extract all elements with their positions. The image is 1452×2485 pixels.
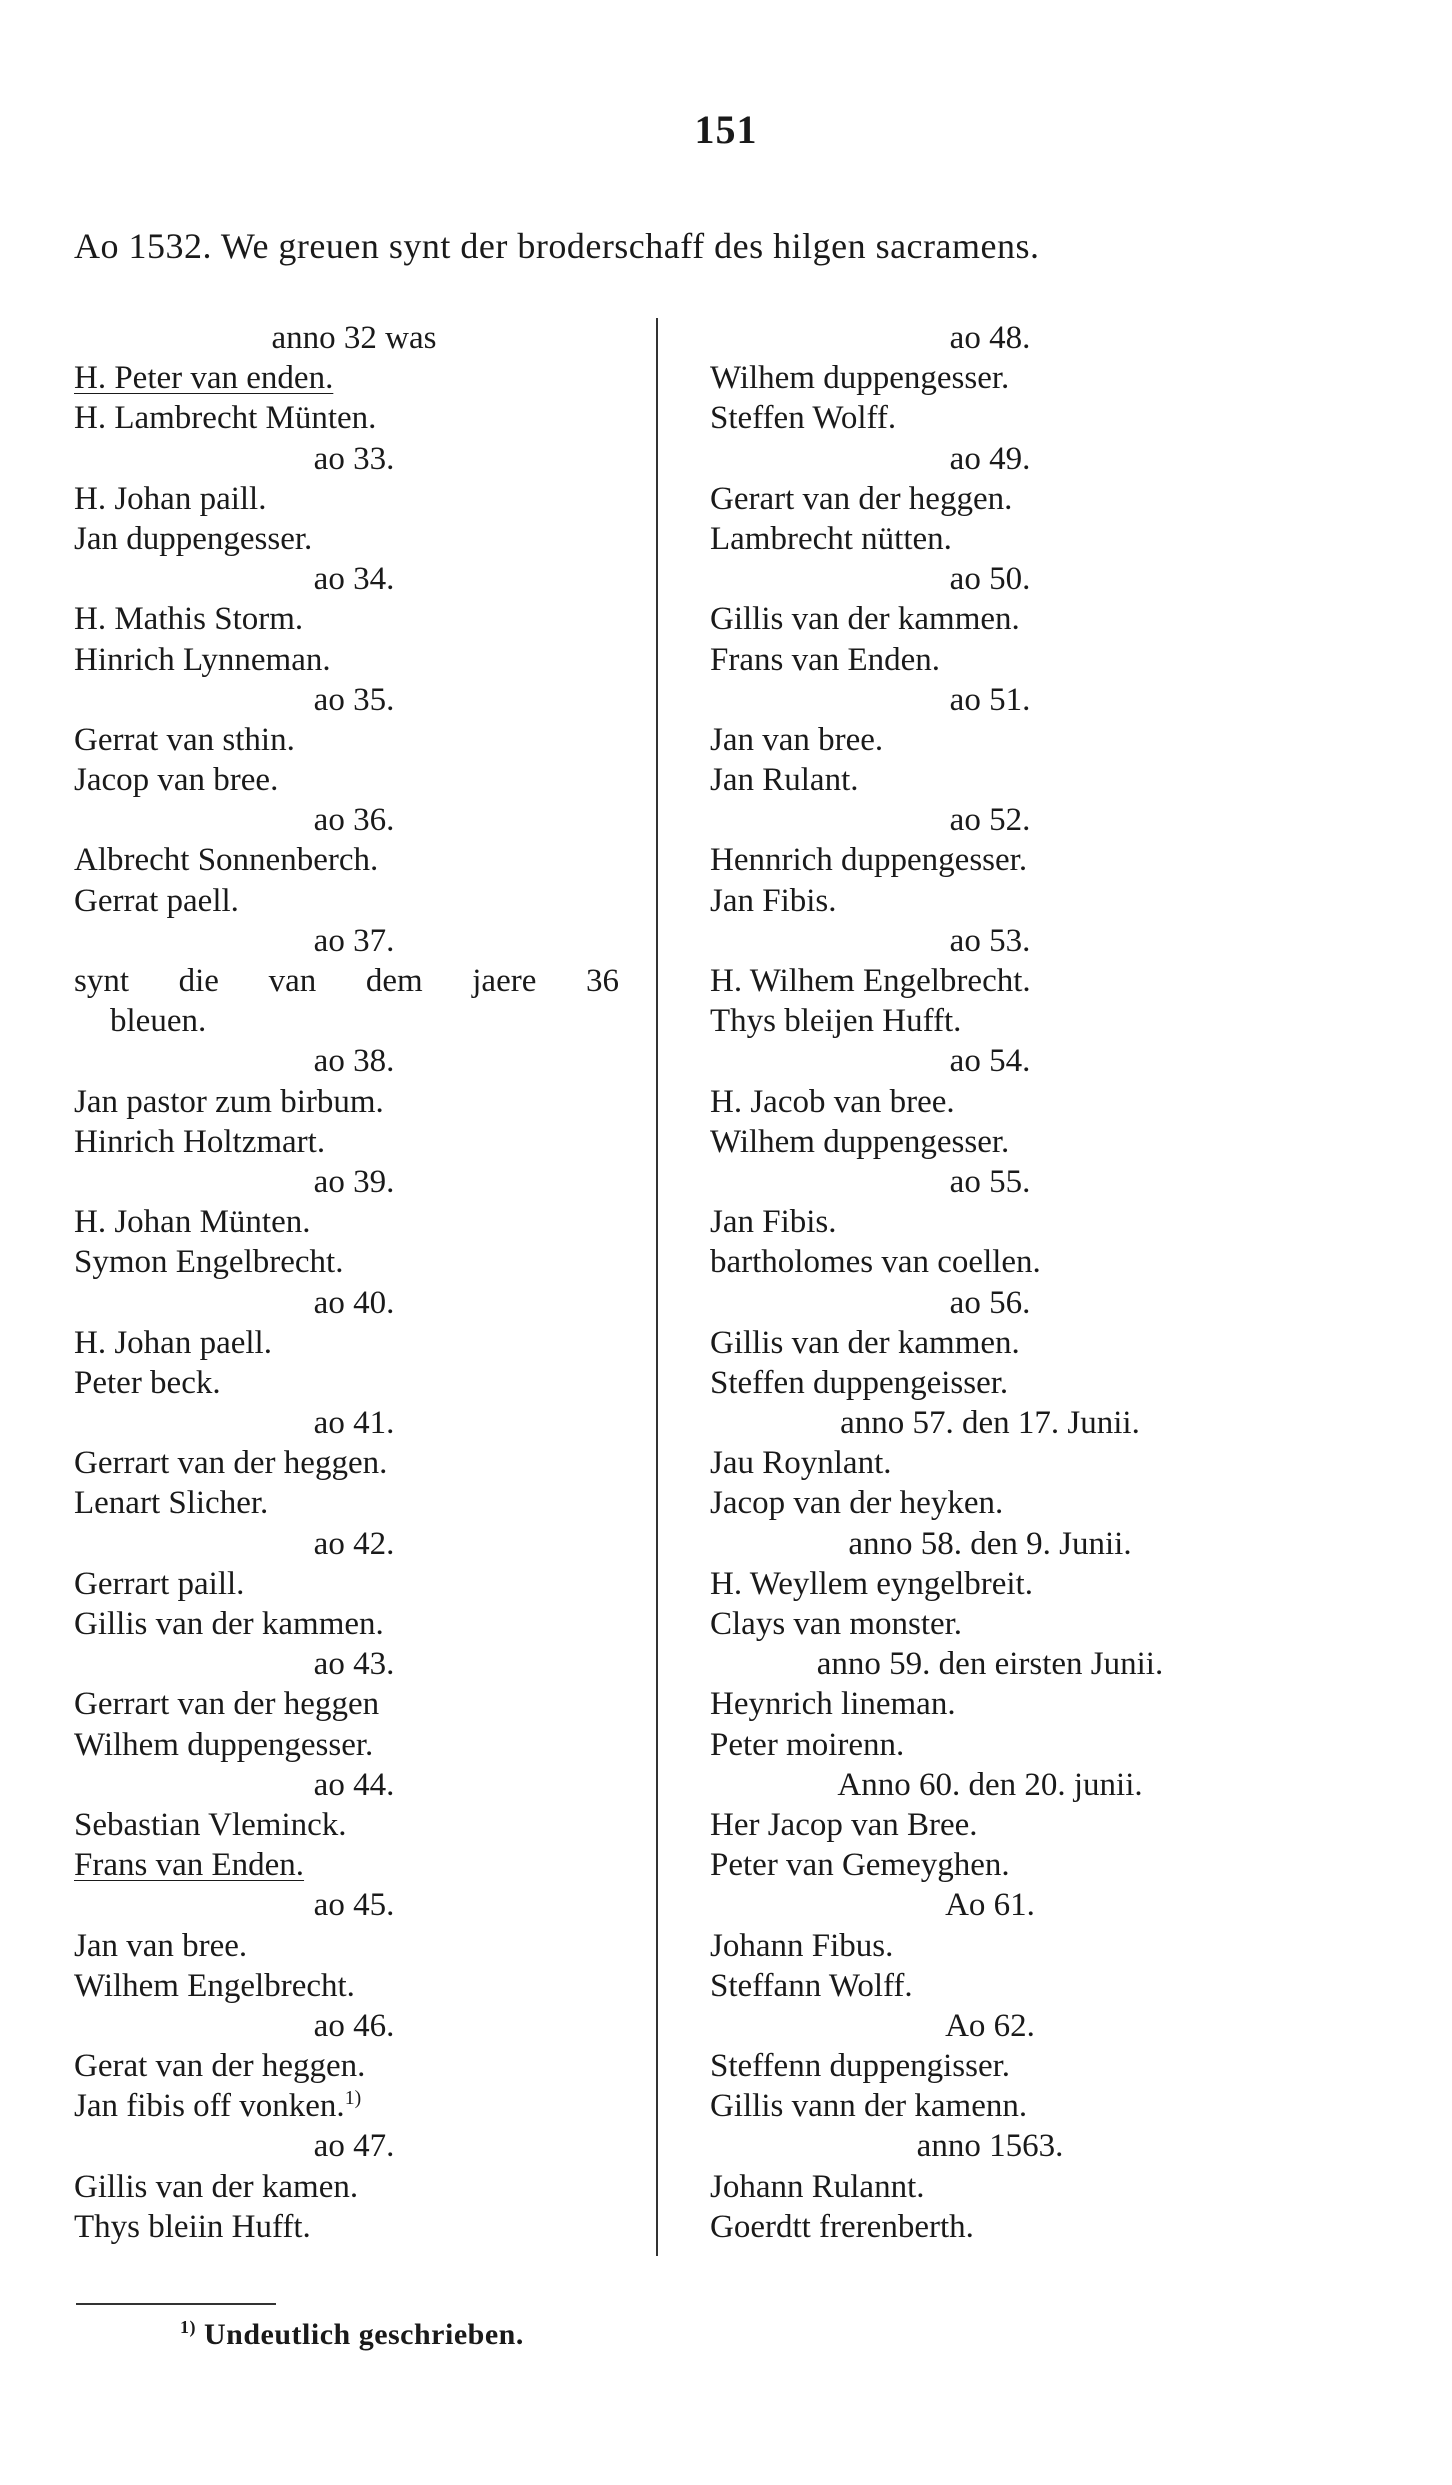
- right-column: [710, 318, 1270, 2247]
- member-entry: Jan fibis off vonken.$^{1)}$: [74, 2087, 362, 2125]
- year-heading: anno 57. den 17. Junii.: [840, 1405, 1140, 1442]
- member-entry: Steffen Wolff.: [710, 400, 897, 437]
- member-entry: Jacop van der heyken.: [710, 1485, 1004, 1522]
- year-heading: ao 47.: [313, 2128, 395, 2165]
- member-entry: Wilhem duppengesser.: [710, 1123, 1010, 1160]
- year-heading: ao 55.: [949, 1163, 1031, 1200]
- member-entry: Gillis vann der kamenn.: [710, 2088, 1028, 2125]
- member-entry: Thys bleijen Hufft.: [710, 1003, 962, 1040]
- member-entry: Thys bleiin Hufft.: [74, 2208, 311, 2245]
- year-heading: anno 58. den 9. Junii.: [848, 1525, 1132, 1562]
- member-entry: Peter van Gemeyghen.: [710, 1847, 1010, 1884]
- page-heading: Ao 1532. We greuen synt der broderschaff des hilgen sacramens.: [74, 226, 1040, 266]
- member-entry: Wilhem duppengesser.: [710, 360, 1010, 397]
- member-entry: Frans van Enden.: [74, 1847, 305, 1884]
- member-entry: Lenart Slicher.: [74, 1485, 269, 1522]
- member-entry: H. Peter van enden.: [74, 360, 334, 397]
- member-entry: H. Weyllem eyngelbreit.: [710, 1565, 1033, 1602]
- member-entry: H. Jacob van bree.: [710, 1083, 955, 1120]
- footnote: [180, 2318, 524, 2352]
- member-entry: Jan duppengesser.: [74, 520, 313, 557]
- year-heading: ao 53.: [949, 922, 1031, 959]
- year-heading: ao 54.: [949, 1043, 1031, 1080]
- member-entry: Steffann Wolff.: [710, 1967, 913, 2004]
- member-entry: Gillis van der kamen.: [74, 2168, 359, 2205]
- year-heading: ao 39.: [313, 1163, 395, 1200]
- member-entry: Hinrich Holtzmart.: [74, 1123, 326, 1160]
- member-entry: bartholomes van coellen.: [710, 1244, 1041, 1281]
- member-entry: Her Jacop van Bree.: [710, 1806, 978, 1843]
- member-entry: Steffenn duppengisser.: [710, 2048, 1011, 2085]
- member-entry: Sebastian Vleminck.: [74, 1806, 347, 1843]
- member-entry: Jan van bree.: [710, 721, 884, 758]
- year-heading: anno 32 was: [271, 320, 437, 356]
- left-column: [74, 318, 634, 2247]
- year-heading: ao 48.: [949, 320, 1031, 356]
- member-entry: Jan Fibis.: [710, 1204, 837, 1241]
- footnote-text: Undeutlich geschrieben.: [204, 2318, 524, 2351]
- year-heading: ao 49.: [949, 440, 1031, 477]
- year-heading: ao 44.: [313, 1766, 395, 1803]
- year-heading: ao 51.: [949, 681, 1031, 718]
- member-entry: Peter moirenn.: [710, 1726, 905, 1763]
- year-heading: ao 56.: [949, 1284, 1031, 1321]
- member-entry: Johann Fibus.: [710, 1927, 894, 1964]
- year-heading: ao 46.: [313, 2007, 395, 2044]
- member-entry: Frans van Enden.: [710, 641, 941, 678]
- member-entry: Gerrart paill.: [74, 1565, 245, 1602]
- entry-continuation: bleuen.: [110, 1003, 207, 1040]
- member-entry: Hinrich Lynneman.: [74, 641, 331, 678]
- column-divider: [656, 318, 658, 2256]
- member-entry: Gerrart van der heggen: [74, 1686, 380, 1723]
- member-entry: Lambrecht nütten.: [710, 520, 952, 557]
- member-entry: H. Johan paill.: [74, 480, 267, 517]
- year-heading: ao 42.: [313, 1525, 395, 1562]
- member-entry: Gerrart van der heggen.: [74, 1445, 388, 1482]
- year-heading: ao 38.: [313, 1043, 395, 1080]
- member-entry: Jan Rulant.: [710, 762, 859, 799]
- member-entry: synt die van dem jaere 36: [74, 963, 619, 999]
- page-number: 151: [694, 107, 758, 152]
- member-entry: H. Wilhem Engelbrecht.: [710, 963, 1031, 999]
- member-entry: Wilhem Engelbrecht.: [74, 1967, 355, 2004]
- member-entry: H. Mathis Storm.: [74, 601, 304, 638]
- year-heading: anno 1563.: [916, 2128, 1064, 2165]
- member-entry: Heynrich lineman.: [710, 1686, 956, 1723]
- member-entry: Wilhem duppengesser.: [74, 1726, 374, 1763]
- member-entry: Gillis van der kammen.: [710, 601, 1020, 638]
- year-heading: ao 35.: [313, 681, 395, 718]
- year-heading: Anno 60. den 20. junii.: [837, 1766, 1143, 1803]
- member-entry: Jan Fibis.: [710, 882, 837, 919]
- member-entry: Johann Rulannt.: [710, 2168, 925, 2205]
- member-entry: Symon Engelbrecht.: [74, 1244, 344, 1281]
- member-entry: Gerat van der heggen.: [74, 2048, 366, 2085]
- member-entry: Goerdtt frerenberth.: [710, 2208, 974, 2245]
- year-heading: anno 59. den eirsten Junii.: [816, 1646, 1164, 1683]
- footnote-reference: 1): [344, 2087, 362, 2110]
- member-entry: Gerrat van sthin.: [74, 721, 295, 758]
- year-heading: ao 41.: [313, 1405, 395, 1442]
- footnote-mark: 1): [180, 2317, 196, 2337]
- member-entry: H. Lambrecht Münten.: [74, 400, 377, 437]
- year-heading: ao 45.: [313, 1887, 395, 1924]
- member-entry: Steffen duppengeisser.: [710, 1364, 1009, 1401]
- member-entry: Jacop van bree.: [74, 762, 279, 799]
- member-entry: Clays van monster.: [710, 1606, 963, 1642]
- year-heading: ao 40.: [313, 1284, 395, 1321]
- member-entry: Gerart van der heggen.: [710, 480, 1013, 517]
- member-entry: Hennrich duppengesser.: [710, 842, 1028, 879]
- footnote-rule: [76, 2303, 276, 2305]
- year-heading: ao 36.: [313, 802, 395, 839]
- year-heading: ao 34.: [313, 561, 395, 598]
- year-heading: ao 37.: [313, 922, 395, 959]
- member-entry: Jan van bree.: [74, 1927, 248, 1964]
- year-heading: Ao 61.: [945, 1887, 1035, 1924]
- member-entry: Albrecht Sonnenberch.: [74, 842, 379, 879]
- member-entry: Gillis van der kammen.: [74, 1606, 384, 1642]
- year-heading: ao 50.: [949, 561, 1031, 598]
- member-entry: Peter beck.: [74, 1364, 221, 1401]
- member-entry: Gerrat paell.: [74, 882, 239, 919]
- year-heading: ao 43.: [313, 1646, 395, 1683]
- year-heading: ao 33.: [313, 440, 395, 477]
- member-entry: Jan pastor zum birbum.: [74, 1083, 384, 1120]
- year-heading: ao 52.: [949, 802, 1031, 839]
- year-heading: Ao 62.: [945, 2007, 1035, 2044]
- member-entry: H. Johan paell.: [74, 1324, 272, 1361]
- member-entry: Gillis van der kammen.: [710, 1324, 1020, 1361]
- member-entry: H. Johan Münten.: [74, 1204, 311, 1241]
- member-entry: Jau Roynlant.: [710, 1445, 892, 1482]
